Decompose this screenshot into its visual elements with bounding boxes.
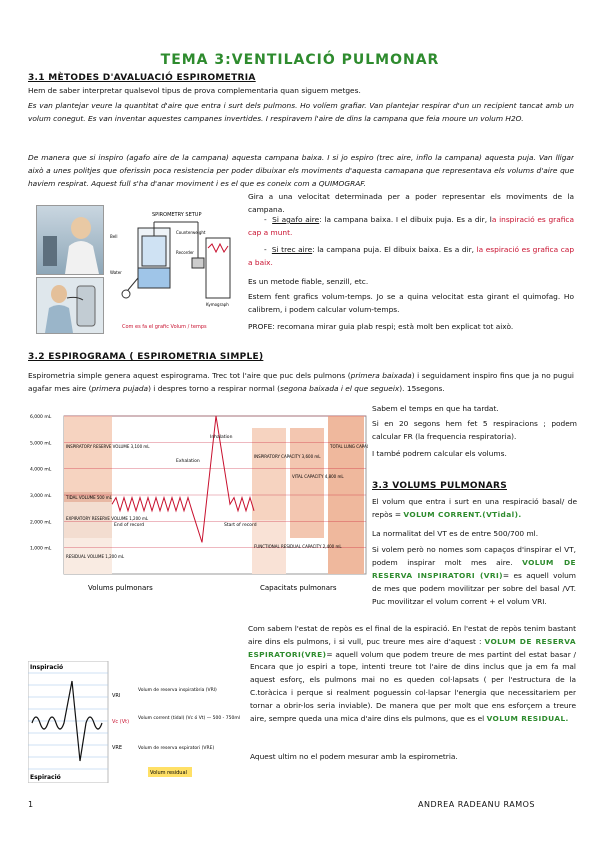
vri-term: VOLUM DE RESERVA INSPIRATORI (VRI) [372, 558, 576, 580]
s33-paragraph-2: La normalitat del VT es de entre 500/700 ml. [372, 529, 539, 538]
s33-paragraph-1 [372, 495, 577, 521]
s31-paragraph-5: Estem fent grafics volum-temps. Jo se a quina velocitat esta girant el quimofag. Ho calibrem, i podem calcular volum-temps. [248, 292, 574, 314]
section-heading-3-2: 3.2 ESPIROGRAMA ( ESPIROMETRIA SIMPLE) [28, 352, 264, 362]
s33-p5-a: Encara que jo espiri a tope, intenti treure tot l'aire de dins inclus que ja em fa mal aquest esforç, els pulmons mai no es queden col·lapsats ( per l'estructura de la C.toràcica i perque si realment poguessin col·lapsar l'energia que necessitariem per tornar a obrir-los seria inviable). De manera que per molt que ens esforçem a treure aire, sempre queda una mica d'aire dins els pulmons, que es el [250, 662, 576, 723]
s33-p4-c: = aquell volum que podem treure de mes partint del estat basar / [326, 650, 576, 659]
y-tick-label: 5,000 mL [30, 441, 52, 447]
fig-label-water: Water [110, 270, 122, 275]
cap-label-ic: INSPIRATORY CAPACITY 3,600 mL [254, 454, 321, 459]
s31-paragraph-6: PROFE: recomana mirar guia plab respi; està molt ben explicat tot això. [248, 322, 514, 331]
zone-label-tv: TIDAL VOLUME 500 mL [66, 495, 112, 500]
page-title: TEMA 3:VENTILACIÓ PULMONAR [160, 52, 440, 68]
bullet-inhale-red: a inspiració es grafica cap a munt. [248, 215, 574, 237]
fig-espiracio: Espiració [30, 774, 61, 781]
section-heading-3-1: 3.1 MÈTODES D'AVALUACIÓ ESPIROMETRIA [28, 73, 256, 83]
lab-photo [36, 205, 104, 275]
bullet-exhale-term: Si trec aire [271, 245, 313, 254]
s31-paragraph-3b: Gira a una velocitat determinada per a poder representar els moviments de la campana. [248, 192, 574, 214]
section-heading-3-3: 3.3 VOLUMS PULMONARS [372, 481, 507, 491]
fig-caption: Com es fa el grafic Volum / temps [122, 324, 207, 330]
cap-label-vc: VITAL CAPACITY 4,800 mL [292, 474, 344, 479]
cap-label-tlc: TOTAL LUNG CAPA [330, 444, 367, 449]
chart-y-ticks [30, 414, 52, 552]
float-spacer [28, 543, 372, 608]
bullet-dash: - [264, 215, 273, 224]
fig-label-recorder: Recorder [176, 250, 194, 255]
annotation-inhalation: Inhalation [210, 435, 233, 440]
s32-side-2: Si en 20 segons hem fet 5 respiracions ; podem calcular FR (la frequencia respiratoria). [372, 419, 577, 441]
bullet-dash: - [264, 245, 272, 254]
s33-p4-a: Com sabem l'estat de repòs es el final de la espiració. En l'estat de repòs tenim bastant aire dins els pulmons, i si vull, puc treure mes aire d'aquest : [248, 624, 576, 646]
s33-p1-a: El volum que entra i surt en una respiració basal/ de repòs = [372, 497, 577, 519]
y-tick-label: 4,000 mL [30, 467, 52, 473]
bullet-inhale-term: Si agafo aire [272, 215, 320, 224]
fig-vc: Vc (Vt) [112, 719, 130, 725]
vre-term: VOLUM DE RESERVA ESPIRATORI(VRE) [248, 637, 576, 659]
volumes-figure [28, 661, 244, 783]
s31-paragraph-1: Hem de saber interpretar qualsevol tipus de prova complementaria quan siguem metges. [28, 86, 361, 95]
s33-p3-c: = es aquell volum de mes que podem movilitzar per sobre del basal /VT. Puc movilitzar el volum corrent + el volum VRI. [372, 571, 576, 606]
volum-residual-term: VOLUM RESIDUAL. [486, 714, 569, 723]
cap-label-frc: FUNCTIONAL RESIDUAL CAPACITY 2,400 mL [254, 544, 342, 549]
spirometry-setup-svg [108, 208, 243, 336]
cap-vc [290, 428, 324, 538]
float-spacer [28, 648, 248, 661]
s32-side-1: Sabem el temps en que ha tardat. [372, 404, 499, 413]
annotation-start-record: Start of record [224, 523, 257, 528]
fig-inspiracio: Inspiració [30, 664, 64, 671]
fig-vre: VRE [112, 745, 123, 751]
fig-label-kymograph: Kymograph [206, 302, 229, 307]
s31-paragraph-2: Es van plantejar veure la quantitat d'aire que entra i surt dels pulmons. Ho volíem grafiar. Van plantejar respirar d'un un recipient tancat amb un volum conegut. Es van inventar aquestes campanes invertides. I respiravem l'aire de dins la campana que feia moure un volum H2O. [28, 101, 574, 123]
annotation-exhalation: Exhalation [176, 459, 200, 464]
caption-volums: Volums pulmonars [88, 584, 153, 592]
volum-corrent-term: VOLUM CORRENT.(VTidal). [403, 510, 522, 519]
zone-label-erv: EXPIRATORY RESERVE VOLUME 1,200 mL [66, 516, 149, 521]
author-name: ANDREA RADEANU RAMOS [418, 800, 536, 809]
y-tick-label: 2,000 mL [30, 520, 52, 526]
volumes-figure-svg [28, 661, 244, 783]
s33-paragraph-5 [250, 660, 576, 751]
s32-side-3: I també podrem calcular els volums. [372, 449, 507, 458]
s32-p1-b: primera baixada [350, 371, 412, 380]
fig-label-2: Volum corrent (tidal) (Vc ó Vt) — 500 - 750ml [138, 716, 240, 721]
bullet-inhale-text: : la campana baixa. I el dibuix puja. Es a dir, l [319, 215, 492, 224]
zone-label-rv: RESIDUAL VOLUME 1,200 mL [66, 554, 125, 559]
bullet-exhale-text: : la campana puja. El dibuix baixa. Es a dir, [312, 245, 477, 254]
fig-label-4: Volum residual [150, 770, 187, 776]
bullet-exhale-red: la espiració es grafica cap a baix. [248, 245, 574, 267]
y-tick-label: 3,000 mL [30, 494, 52, 499]
lab-photo-art [37, 206, 103, 274]
s31-paragraph-4: Es un metode fiable, senzill, etc. [248, 277, 369, 286]
fig-title: SPIROMETRY SETUP [152, 212, 202, 218]
s32-p1-c: ) i seguidament inspiro fins que ja no pugui agafar mes aire ( [28, 371, 574, 393]
fig-label-3: Volum de reserva espiratori (VRE) [138, 746, 215, 751]
spirometry-setup-diagram [108, 208, 243, 336]
fig-label-bell: Bell [110, 234, 118, 239]
s33-p3-a: Si volem però no nomes som capaços d'inspirar el VT, podem inspirar molt mes aire. [372, 545, 576, 567]
annotation-end-record: End of record [114, 523, 145, 528]
y-tick-label: 6,000 mL [30, 415, 52, 420]
s33-paragraph-3 [28, 543, 576, 621]
fig-label-counterweight: Counterweight [176, 230, 206, 235]
zone-label-irv: INSPIRATORY RESERVE VOLUME 3,100 mL [66, 444, 150, 449]
y-tick-label: 1,000 mL [30, 546, 52, 552]
zone-irv [64, 416, 112, 492]
s32-p1-a: Espirometria simple genera aquest espirograma. Trec tot l'aire que puc dels pulmons ( [28, 371, 351, 380]
s32-p1-d: primera pujada [91, 384, 149, 393]
cap-ic [252, 428, 286, 520]
s33-paragraph-6: Aquest ultim no el podem mesurar amb la espirometria. [250, 752, 458, 761]
s32-p1-e: ) i despres torno a respirar normal ( [148, 384, 280, 393]
spirometer-photo-art [37, 278, 103, 333]
s32-paragraph-1 [28, 369, 574, 395]
spirometer-photo [36, 277, 104, 334]
fig-label-1: Volum de reserva inspiratòria (VRI) [138, 688, 217, 693]
page-number: 1 [28, 800, 34, 809]
s32-p1-f: segona baixada i el que segueix [279, 384, 400, 393]
s31-paragraph-3: De manera que si inspiro (agafo aire de la campana) aquesta campana baixa. I si jo espiro (trec aire, inflo la campana) aquesta puja. Van lligar això a unes politjes que oferissin poca resistencia per poder dibuixar els moviments d'aquesta camapana que representava els volums d'aire que haviem respirat. Aquest full s'ha d'anar moviment i es el que es coneix com a QUIMOGRAF. [28, 153, 574, 188]
s33-paragraph-4 [28, 622, 576, 661]
s32-p1-g: ). 15segons. [399, 384, 445, 393]
fig-vri: VRI [112, 693, 121, 699]
caption-capacitats: Capacitats pulmonars [260, 584, 337, 592]
